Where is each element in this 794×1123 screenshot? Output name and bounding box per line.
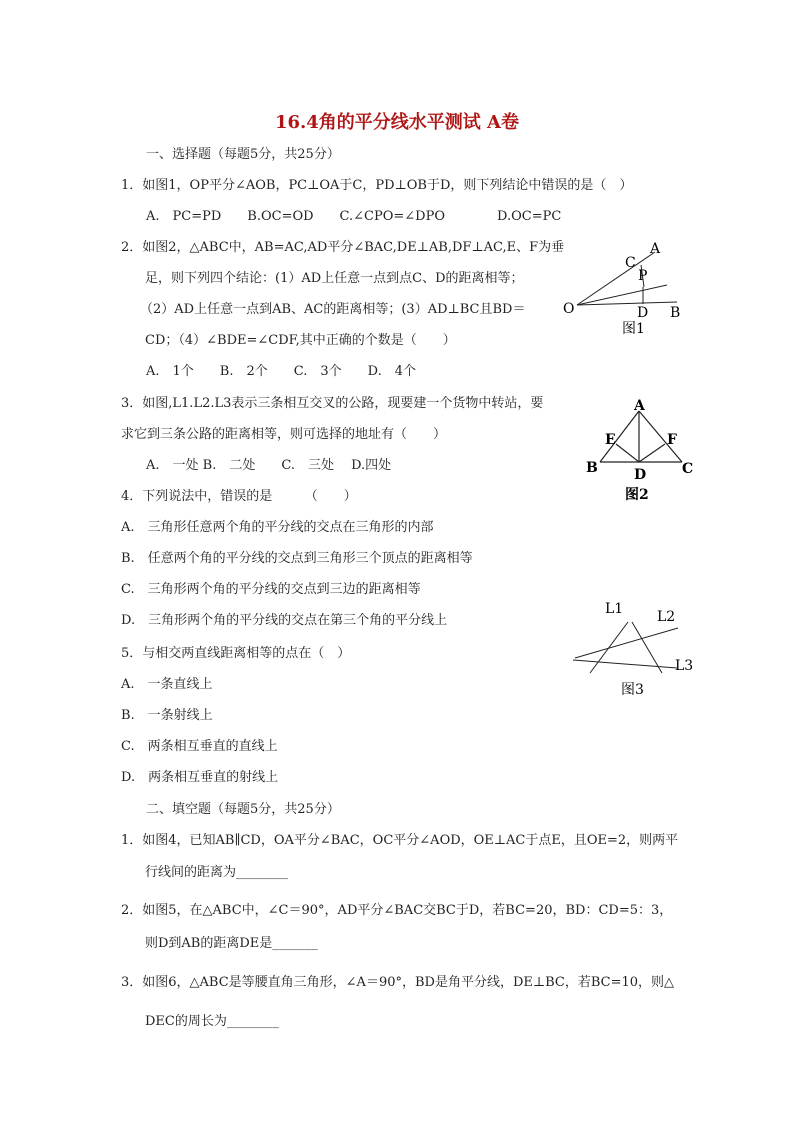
q2-line1: 2．如图2，△ABC中，AB=AC,AD平分∠BAC,DE⊥AB,DF⊥AC,E、F为垂 xyxy=(121,240,565,255)
fig1-label-b: B xyxy=(670,305,681,321)
fig1-label-p: P xyxy=(638,268,648,284)
q5-option-c: C. 两条相互垂直的直线上 xyxy=(121,739,278,754)
fig1-label-d: D xyxy=(637,305,649,321)
q4-option-a: A. 三角形任意两个角的平分线的交点在三角形的内部 xyxy=(121,520,434,535)
figure-3 xyxy=(565,598,705,708)
fig2-label-c: C xyxy=(682,461,694,477)
fig3-label-l2: L2 xyxy=(657,609,676,625)
fig2-label-b: B xyxy=(586,460,598,476)
figure-2 xyxy=(580,395,705,505)
fig3-label-l3: L3 xyxy=(675,658,694,674)
section1-header: 一、选择题（每题5分，共25分） xyxy=(146,147,340,162)
q2-options: A. 1个 B. 2个 C. 3个 D. 4个 xyxy=(146,364,416,379)
fig3-caption: 图3 xyxy=(621,682,644,698)
fig3-line-l3 xyxy=(573,660,677,668)
q3-line2: 求它到三条公路的距离相等，则可选择的地址有（ ） xyxy=(121,427,447,442)
q4-option-b: B. 任意两个角的平分线的交点到三角形三个顶点的距离相等 xyxy=(121,551,473,566)
fig1-label-a: A xyxy=(650,241,661,257)
q5-option-b: B. 一条射线上 xyxy=(121,708,213,723)
fill-q1-line2: 行线间的距离为________ xyxy=(145,865,289,880)
fig2-label-e: E xyxy=(605,432,616,448)
fill-q3-line2: DEC的周长为________ xyxy=(145,1014,279,1029)
q2-line2: 足，则下列四个结论：(1）AD上任意一点到点C、D的距离相等； xyxy=(145,271,524,286)
fig1-label-o: O xyxy=(563,301,575,317)
fig3-line-l1 xyxy=(590,622,628,673)
q1-stem: 1．如图1，OP平分∠AOB，PC⊥OA于C，PD⊥OB于D，则下列结论中错误的是（ ） xyxy=(121,178,633,193)
q3-options: A. 一处 B. 二处 C. 三处 D.四处 xyxy=(146,458,392,473)
fig2-label-f: F xyxy=(667,432,677,448)
q3-line1: 3．如图,L1.L2.L3表示三条相互交叉的公路，现要建一个货物中转站，要 xyxy=(121,396,544,411)
q2-line3: （2）AD上任意一点到AB、AC的距离相等；(3）AD⊥BC且BD＝ xyxy=(140,302,526,317)
fig3-label-l1: L1 xyxy=(605,601,624,617)
fig2-segment-df xyxy=(639,444,665,462)
fill-q3-line1: 3．如图6，△ABC是等腰直角三角形，∠A＝90°，BD是角平分线，DE⊥BC，若BC=10，则△ xyxy=(121,975,675,990)
figure-1 xyxy=(555,235,690,340)
q4-stem: 4．下列说法中，错误的是 （ ） xyxy=(121,489,357,504)
q5-option-a: A. 一条直线上 xyxy=(121,677,213,692)
fill-q2-line1: 2．如图5，在△ABC中，∠C＝90°，AD平分∠BAC交BC于D，若BC=20，BD：CD=5：3， xyxy=(121,903,673,918)
fig3-line-l2 xyxy=(575,628,678,658)
fig1-ray-ob xyxy=(577,302,677,305)
section2-header: 二、填空题（每题5分，共25分） xyxy=(146,802,340,817)
fill-q2-line2: 则D到AB的距离DE是_______ xyxy=(145,936,318,951)
fig1-caption: 图1 xyxy=(622,321,645,337)
fig2-segment-de xyxy=(616,444,639,462)
fig2-caption: 图2 xyxy=(625,487,649,503)
fig2-label-a: A xyxy=(634,398,645,414)
fig1-label-c: C xyxy=(625,255,636,271)
q4-option-d: D. 三角形两个角的平分线的交点在第三个角的平分线上 xyxy=(121,613,448,628)
q4-option-c: C. 三角形两个角的平分线的交点到三边的距离相等 xyxy=(121,582,421,597)
fig2-label-d: D xyxy=(634,467,647,483)
q5-option-d: D. 两条相互垂直的射线上 xyxy=(121,770,279,785)
fig1-ray-op xyxy=(577,285,667,305)
page-title: 16.4角的平分线水平测试 A卷 xyxy=(274,112,520,133)
fill-q1-line1: 1．如图4，已知AB∥CD，OA平分∠BAC，OC平分∠AOD，OE⊥AC于点E，且OE=2，则两平 xyxy=(121,833,679,848)
q5-stem: 5．与相交两直线距离相等的点在（ ） xyxy=(121,646,351,661)
q2-line4: CD；（4）∠BDE=∠CDF,其中正确的个数是（ ） xyxy=(145,333,456,348)
q1-options: A. PC=PD B.OC=OD C.∠CPO=∠DPO D.OC=PC xyxy=(146,209,562,224)
